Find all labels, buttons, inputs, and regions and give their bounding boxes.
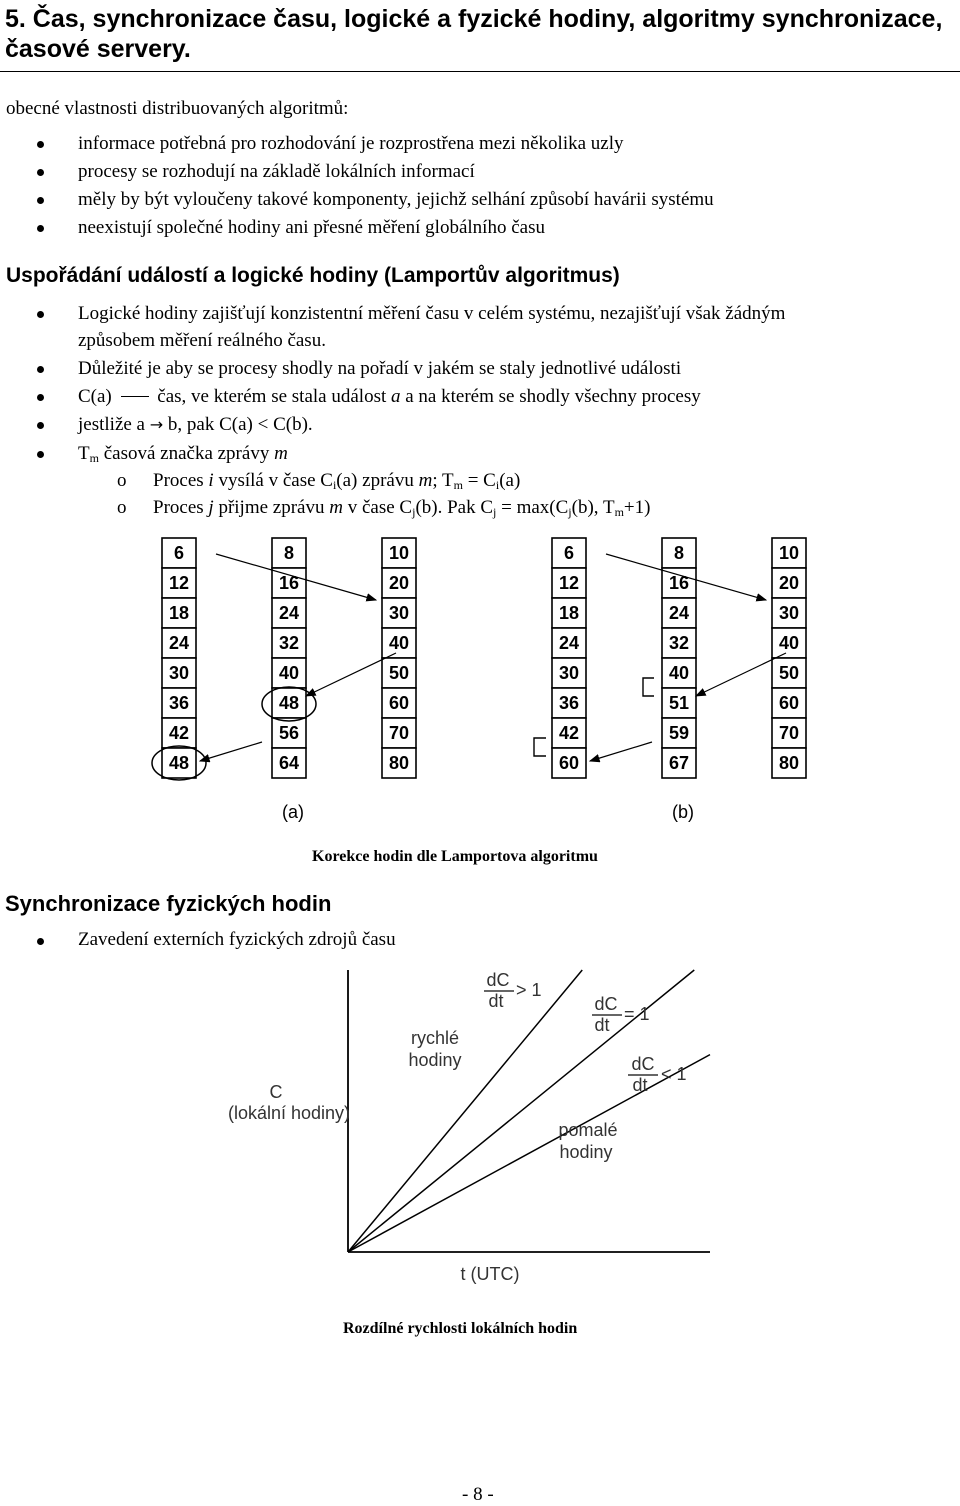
svg-text:dC: dC	[631, 1054, 655, 1074]
bullet-icon	[37, 938, 44, 945]
clock-cell-value: 80	[778, 753, 800, 773]
figure-caption-lamport: Korekce hodin dle Lamportova algoritmu	[312, 848, 598, 865]
lamport-heading: Uspořádání událostí a logické hodiny (Lamportův algoritmus)	[6, 264, 620, 287]
clock-cell-value: 30	[168, 663, 190, 683]
clock-cell-value: 42	[558, 723, 580, 743]
clock-cell-value: 51	[668, 693, 690, 713]
lamport-bullet-1-line-1: Logické hodiny zajišťují konzistentní měření času v celém systému, nezajišťují však žádným	[78, 303, 786, 324]
clock-cell-value: 8	[673, 543, 685, 563]
clock-cell-value: 10	[388, 543, 410, 563]
table-label-b: (b)	[672, 802, 694, 822]
svg-text:dt: dt	[632, 1075, 648, 1095]
clock-rates-chart	[200, 960, 720, 1290]
clock-cell-value: 60	[778, 693, 800, 713]
clock-cell-value: 24	[168, 633, 190, 653]
sub-bullet-marker: o	[117, 497, 127, 518]
clock-cell-value: 40	[778, 633, 800, 653]
clock-cell-value: 24	[558, 633, 580, 653]
series-line-2	[348, 1055, 710, 1252]
clock-cell-value: 10	[778, 543, 800, 563]
page-number: - 8 -	[462, 1484, 494, 1505]
series-line-0	[348, 970, 582, 1252]
y-axis-label: C	[269, 1082, 283, 1102]
clock-cell-value: 48	[168, 753, 190, 773]
list-item: procesy se rozhodují na základě lokálních informací	[78, 161, 475, 182]
clock-cell-value: 12	[168, 573, 190, 593]
arrow-right-icon: →	[149, 415, 164, 434]
bullet-icon	[37, 225, 44, 232]
clock-cell-value: 32	[278, 633, 300, 653]
lamport-bullet-3: C(a) čas, ve kterém se stala událost a a na kterém se shodly všechny procesy	[78, 386, 701, 407]
bullet-icon	[37, 169, 44, 176]
clock-cell-value: 20	[778, 573, 800, 593]
bullet-icon	[37, 422, 44, 429]
lamport-bullet-1-line-2: způsobem měření reálného času.	[78, 330, 326, 351]
slow-clock-label-2: hodiny	[559, 1142, 613, 1162]
clock-cell-value: 30	[388, 603, 410, 623]
lamport-sub-bullet-1: Proces i vysílá v čase $C_i(a)$ zprávu m; $T_m = C_i(a)$	[153, 470, 521, 492]
clock-cell-value: 70	[778, 723, 800, 743]
slow-clock-label: pomalé	[558, 1120, 618, 1140]
annotation-equal	[592, 994, 650, 1035]
intro-lead: obecné vlastnosti distribuovaných algoritmů:	[6, 98, 349, 119]
page-title: 5. Čas, synchronizace času, logické a fyzické hodiny, algoritmy synchronizace, časové servery.	[5, 5, 943, 63]
clock-cell-value: 56	[278, 723, 300, 743]
svg-text:dt: dt	[594, 1015, 610, 1035]
list-item: měly by být vyloučeny takové komponenty, jejichž selhání způsobí havárii systému	[78, 189, 714, 210]
clock-cell-value: 42	[168, 723, 190, 743]
bullet-icon	[37, 366, 44, 373]
physical-bullet: Zavedení externích fyzických zdrojů času	[78, 929, 396, 950]
svg-text:= 1: = 1	[624, 1004, 650, 1024]
physical-clocks-heading: Synchronizace fyzických hodin	[5, 891, 332, 916]
svg-text:dC: dC	[486, 970, 510, 990]
clock-cell-value: 60	[558, 753, 580, 773]
clock-cell-value: 30	[778, 603, 800, 623]
clock-cell-value: 80	[388, 753, 410, 773]
list-item: neexistují společné hodiny ani přesné měření globálního času	[78, 217, 545, 238]
clock-cell-value: 40	[388, 633, 410, 653]
fast-clock-label-2: hodiny	[408, 1050, 462, 1070]
lamport-bullet-4: jestliže a → b, pak C(a) < C(b).	[78, 414, 313, 435]
clock-cell-value: 50	[778, 663, 800, 683]
correction-bracket	[643, 678, 654, 696]
fast-clock-label: rychlé	[410, 1028, 460, 1048]
svg-text:< 1: < 1	[661, 1064, 687, 1084]
bullet-icon	[37, 141, 44, 148]
x-axis-label: t (UTC)	[460, 1264, 520, 1284]
svg-text:dC: dC	[594, 994, 618, 1014]
annotation-fast	[484, 970, 542, 1011]
clock-cell-value: 32	[668, 633, 690, 653]
clock-cell-value: 36	[168, 693, 190, 713]
clock-cell-value: 16	[278, 573, 300, 593]
clock-cell-value: 70	[388, 723, 410, 743]
clock-cell-value: 59	[668, 723, 690, 743]
clock-cell-value: 64	[278, 753, 300, 773]
clock-cell-value: 12	[558, 573, 580, 593]
sub-bullet-marker: o	[117, 470, 127, 491]
clock-cell-value: 48	[278, 693, 300, 713]
clock-cell-value: 24	[668, 603, 690, 623]
clock-cell-value: 18	[168, 603, 190, 623]
lamport-sub-bullet-2: Proces j přijme zprávu m v čase $C_j(b)$. Pak $C_j = \max(C_j(b)$, $T_m+1$)	[153, 497, 651, 519]
svg-text:> 1: > 1	[516, 980, 542, 1000]
clock-cell-value: 20	[388, 573, 410, 593]
chart-caption: Rozdílné rychlosti lokálních hodin	[343, 1320, 578, 1337]
annotation-slow	[628, 1054, 687, 1095]
bullet-icon	[37, 451, 44, 458]
svg-text:dt: dt	[488, 991, 504, 1011]
lamport-clock-figure	[0, 530, 960, 830]
clock-cell-value: 50	[388, 663, 410, 683]
dash-icon	[121, 396, 149, 397]
bullet-icon	[37, 311, 44, 318]
bullet-icon	[37, 394, 44, 401]
clock-cell-value: 8	[283, 543, 295, 563]
clock-cell-value: 36	[558, 693, 580, 713]
table-label-a: (a)	[282, 802, 304, 822]
clock-cell-value: 24	[278, 603, 300, 623]
list-item: informace potřebná pro rozhodování je rozprostřena mezi několika uzly	[78, 133, 624, 154]
clock-cell-value: 30	[558, 663, 580, 683]
title-divider	[0, 71, 960, 72]
y-axis-label-sub: (lokální hodiny)	[227, 1103, 351, 1123]
lamport-bullet-2: Důležité je aby se procesy shodly na pořadí v jakém se staly jednotlivé události	[78, 358, 682, 379]
clock-cell-value: 6	[563, 543, 575, 563]
message-arrow	[200, 742, 262, 761]
clock-cell-value: 16	[668, 573, 690, 593]
bullet-icon	[37, 197, 44, 204]
clock-cell-value: 6	[173, 543, 185, 563]
clock-cell-value: 40	[668, 663, 690, 683]
clock-cell-value: 40	[278, 663, 300, 683]
clock-cell-value: 18	[558, 603, 580, 623]
lamport-bullet-5: $T_m$ časová značka zprávy m	[78, 443, 288, 465]
clock-cell-value: 60	[388, 693, 410, 713]
message-arrow	[590, 742, 652, 761]
correction-bracket	[534, 738, 546, 756]
clock-cell-value: 67	[668, 753, 690, 773]
